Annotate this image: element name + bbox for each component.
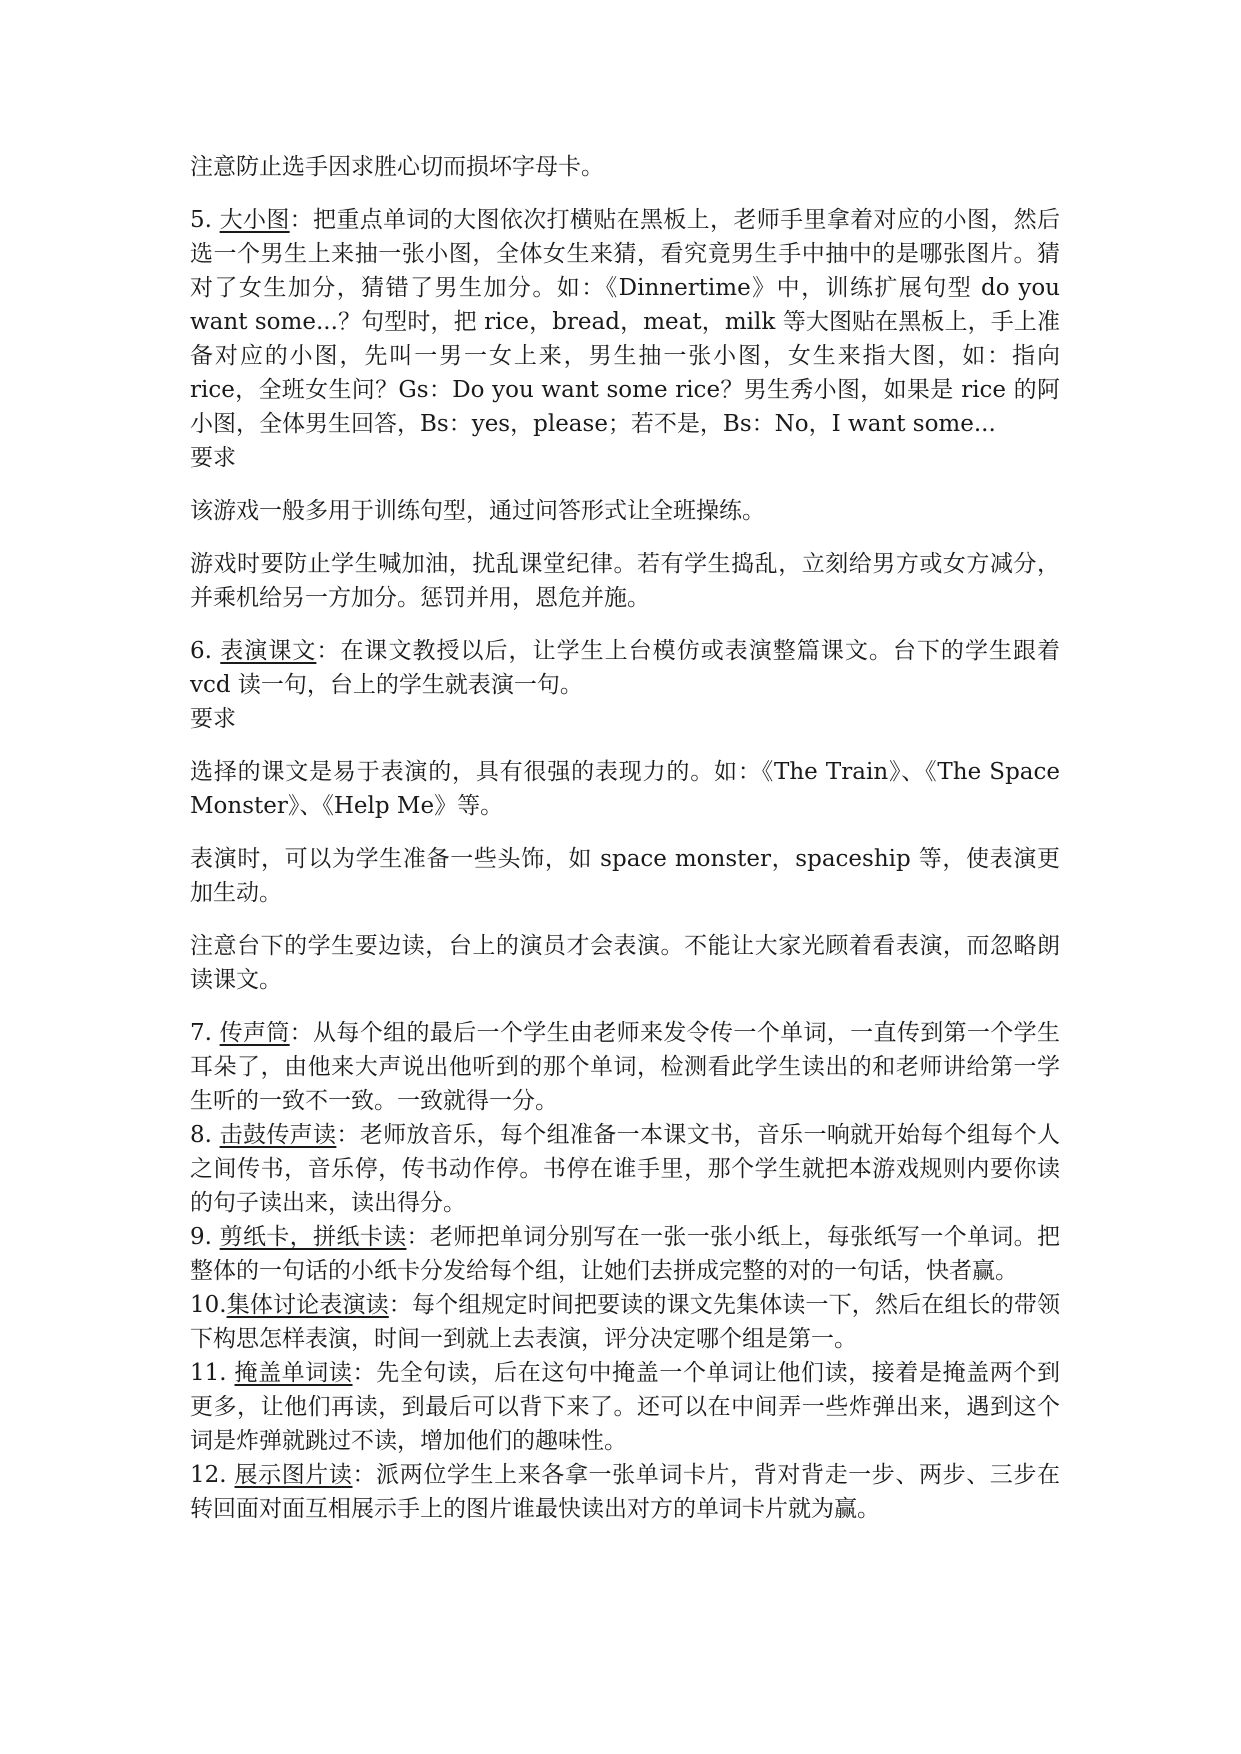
item-text: ：派两位学生上来各拿一张单词卡片，背对背走一步、两步、三步在转回面对面互相展示手上的图片谁最快读出对方的单词卡片就为赢。 [190,1462,1061,1522]
item-title: 大小图 [219,207,290,233]
item-text: ：在课文教授以后，让学生上台模仿或表演整篇课文。台下的学生跟着 vcd 读一句，台上的学生就表演一句。 [190,638,1061,698]
paragraph-text: 选择的课文是易于表演的，具有很强的表现力的。如：《The Train》、《The Space Monster》、《Help Me》等。 [190,759,1060,819]
item-title: 集体讨论表演读 [226,1292,389,1318]
paragraph-game-11 [190,1356,1060,1458]
paragraph-game-9 [190,1220,1060,1288]
item-text: ：每个组规定时间把要读的课文先集体读一下，然后在组长的带领下构思怎样表演，时间一到就上去表演，评分决定哪个组是第一。 [190,1292,1061,1352]
paragraph-game-8 [190,1118,1060,1220]
paragraph-requirement-heading [190,441,1060,475]
item-title: 击鼓传声读 [219,1122,337,1148]
item-number: 5. [190,207,220,233]
item-text: ：先全句读，后在这句中掩盖一个单词让他们读，接着是掩盖两个到更多，让他们再读，到最后可以背下来了。还可以在中间弄一些炸弹出来，遇到这个词是炸弹就跳过不读，增加他们的趣味性。 [190,1360,1061,1454]
paragraph-game-7 [190,1016,1060,1118]
item-title: 传声筒 [219,1020,290,1046]
item-title: 剪纸卡，拼纸卡读 [219,1224,407,1250]
item-text: ：老师放音乐，每个组准备一本课文书，音乐一响就开始每个组每个人之间传书，音乐停，传书动作停。书停在谁手里，那个学生就把本游戏规则内要你读的句子读出来，读出得分。 [190,1122,1061,1216]
paragraph-requirement-heading [190,702,1060,736]
paragraph-requirement-2 [190,547,1060,615]
item-title: 表演课文 [220,638,317,664]
item-number: 11. [190,1360,235,1386]
item-number: 6. [190,638,221,664]
paragraph-requirement-1 [190,494,1060,528]
paragraph-text: 注意防止选手因求胜心切而损坏字母卡。 [190,154,604,180]
paragraph-game-12 [190,1458,1060,1526]
paragraph-text: 游戏时要防止学生喊加油，扰乱课堂纪律。若有学生捣乱，立刻给男方或女方减分，并乘机给另一方加分。惩罚并用，恩危并施。 [190,551,1060,611]
item-number: 12. [190,1462,235,1488]
item-number: 7. [190,1020,220,1046]
paragraph-game-6 [190,634,1060,702]
heading-text: 要求 [190,445,236,471]
item-number: 10. [190,1292,227,1318]
item-number: 9. [190,1224,220,1250]
paragraph-text: 该游戏一般多用于训练句型，通过问答形式让全班操练。 [190,498,765,524]
document-body [190,150,1060,1526]
paragraph-requirement-4 [190,842,1060,910]
item-text: ：把重点单词的大图依次打横贴在黑板上，老师手里拿着对应的小图，然后选一个男生上来抽一张小图，全体女生来猜，看究竟男生手中抽中的是哪张图片。猜对了女生加分，猜错了男生加分。如：《Dinnertime》中，训练扩展句型 do you want some...？句型时，把 rice，bread，meat，milk 等大图贴在黑板上，手上准备对应的小图，先叫一男一女上来，男生抽一张小图，女生来指大图，如：指向 rice，全班女生问？Gs：Do you want some rice？男生秀小图，如果是 rice 的阿小图，全体男生回答，Bs：yes，please；若不是，Bs：No，I want some... [190,207,1060,437]
item-text: ：从每个组的最后一个学生由老师来发令传一个单词，一直传到第一个学生耳朵了，由他来大声说出他听到的那个单词，检测看此学生读出的和老师讲给第一学生听的一致不一致。一致就得一分。 [190,1020,1060,1114]
item-text: ：老师把单词分别写在一张一张小纸上，每张纸写一个单词。把整体的一句话的小纸卡分发给每个组，让她们去拼成完整的对的一句话，快者赢。 [190,1224,1061,1284]
item-number: 8. [190,1122,220,1148]
paragraph-requirement-5 [190,929,1060,997]
heading-text: 要求 [190,706,236,732]
paragraph-game-5 [190,203,1060,441]
paragraph-text: 注意台下的学生要边读，台上的演员才会表演。不能让大家光顾着看表演，而忽略朗读课文。 [190,933,1060,993]
paragraph-requirement-3 [190,755,1060,823]
paragraph-text: 表演时，可以为学生准备一些头饰，如 space monster，spaceship 等，使表演更加生动。 [190,846,1060,906]
item-title: 掩盖单词读 [234,1360,353,1386]
item-title: 展示图片读 [234,1462,353,1488]
paragraph-letter-card-note [190,150,1060,184]
paragraph-game-10 [190,1288,1060,1356]
